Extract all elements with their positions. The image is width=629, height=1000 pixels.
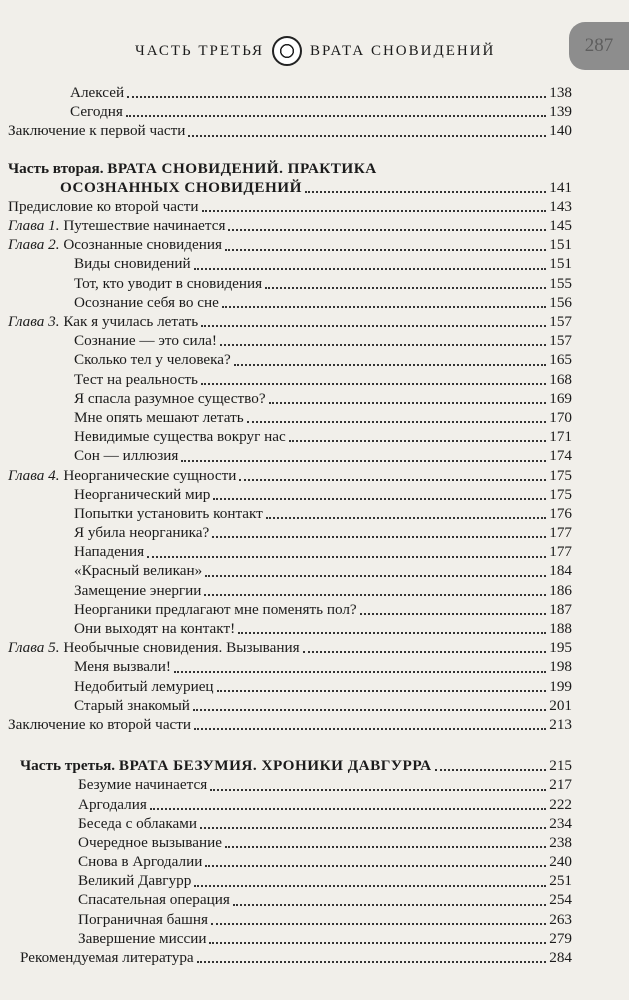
toc-entry: Я убила неорганика? 177 [74, 524, 572, 542]
toc-entry: Неорганики предлагают мне поменять пол? 187 [74, 600, 572, 618]
ornament-icon [272, 36, 302, 66]
toc-entry: Сон — иллюзия 174 [74, 447, 572, 465]
toc-entry: Снова в Аргодалии 240 [78, 853, 572, 871]
toc-entry: Аргодалия 222 [78, 795, 572, 813]
toc-entry: Сегодня 139 [70, 103, 572, 121]
toc-entry: Я спасла разумное существо? 169 [74, 389, 572, 407]
running-head-part: ЧАСТЬ ТРЕТЬЯ [135, 42, 265, 59]
toc-entry: Недобитый лемуриец 199 [74, 677, 572, 695]
toc-entry: Великий Давгурр 251 [78, 872, 572, 890]
part-title: ВРАТА БЕЗУМИЯ. ХРОНИКИ ДАВГУРРА [118, 757, 432, 775]
toc-entry: Меня вызвали! 198 [74, 658, 572, 676]
toc-entry: Очередное вызывание 238 [78, 833, 572, 851]
toc-entry: Тот, кто уводит в сновидения 155 [74, 274, 572, 292]
toc-entry: Тест на реальность 168 [74, 370, 572, 388]
part-heading [8, 159, 572, 178]
toc-entry: Попытки установить контакт 176 [74, 504, 572, 522]
toc-entry: Заключение к первой части 140 [8, 122, 572, 140]
toc-entry: Безумие начинается 217 [78, 776, 572, 794]
toc-entry: Старый знакомый 201 [74, 696, 572, 714]
chapter-entry: Глава 4. Неорганические сущности 175 [8, 466, 572, 484]
page-number: 287 [584, 35, 614, 56]
chapter-entry: Глава 2. Осознанные сновидения 151 [8, 236, 572, 254]
toc-entry: Невидимые существа вокруг нас 171 [74, 428, 572, 446]
toc-entry: Сколько тел у человека? 165 [74, 351, 572, 369]
toc-entry: Пограничная башня 263 [78, 910, 572, 928]
toc-entry: Завершение миссии 279 [78, 929, 572, 947]
toc-entry: Мне опять мешают летать 170 [74, 408, 572, 426]
part-heading-line2: ОСОЗНАННЫХ СНОВИДЕНИЙ 141 [60, 178, 572, 196]
chapter-entry: Глава 5. Необычные сновидения. Вызывания 195 [8, 639, 572, 657]
part-prefix: Часть третья. [20, 757, 116, 775]
running-head [135, 36, 495, 66]
toc-entry: Алексей 138 [70, 83, 572, 101]
toc-entry: Неорганический мир 175 [74, 485, 572, 503]
toc-entry: Предисловие ко второй части 143 [8, 197, 572, 215]
toc-entry: Замещение энергии 186 [74, 581, 572, 599]
page-header [0, 22, 629, 70]
part-prefix: Часть вторая. [8, 159, 104, 177]
toc-entry: «Красный великан» 184 [74, 562, 572, 580]
toc-entry: Заключение ко второй части 213 [8, 715, 572, 733]
toc-entry: Сознание — это сила! 157 [74, 332, 572, 350]
running-head-title: ВРАТА СНОВИДЕНИЙ [310, 42, 496, 59]
toc-entry: Беседа с облаками 234 [78, 814, 572, 832]
part-title: ВРАТА СНОВИДЕНИЙ. ПРАКТИКА [107, 159, 377, 177]
toc-entry: Спасательная операция 254 [78, 891, 572, 909]
toc-entry: Виды сновидений 151 [74, 255, 572, 273]
toc-entry: Нападения 177 [74, 543, 572, 561]
page-number-tab [569, 22, 629, 70]
chapter-entry: Глава 1. Путешествие начинается 145 [8, 217, 572, 235]
table-of-contents [8, 83, 572, 967]
toc-entry: Осознание себя во сне 156 [74, 293, 572, 311]
toc-entry: Они выходят на контакт! 188 [74, 620, 572, 638]
part-heading: Часть третья. ВРАТА БЕЗУМИЯ. ХРОНИКИ ДАВГУРРА 215 [20, 757, 572, 775]
chapter-entry: Глава 3. Как я училась летать 157 [8, 313, 572, 331]
toc-entry: Рекомендуемая литература 284 [20, 949, 572, 967]
